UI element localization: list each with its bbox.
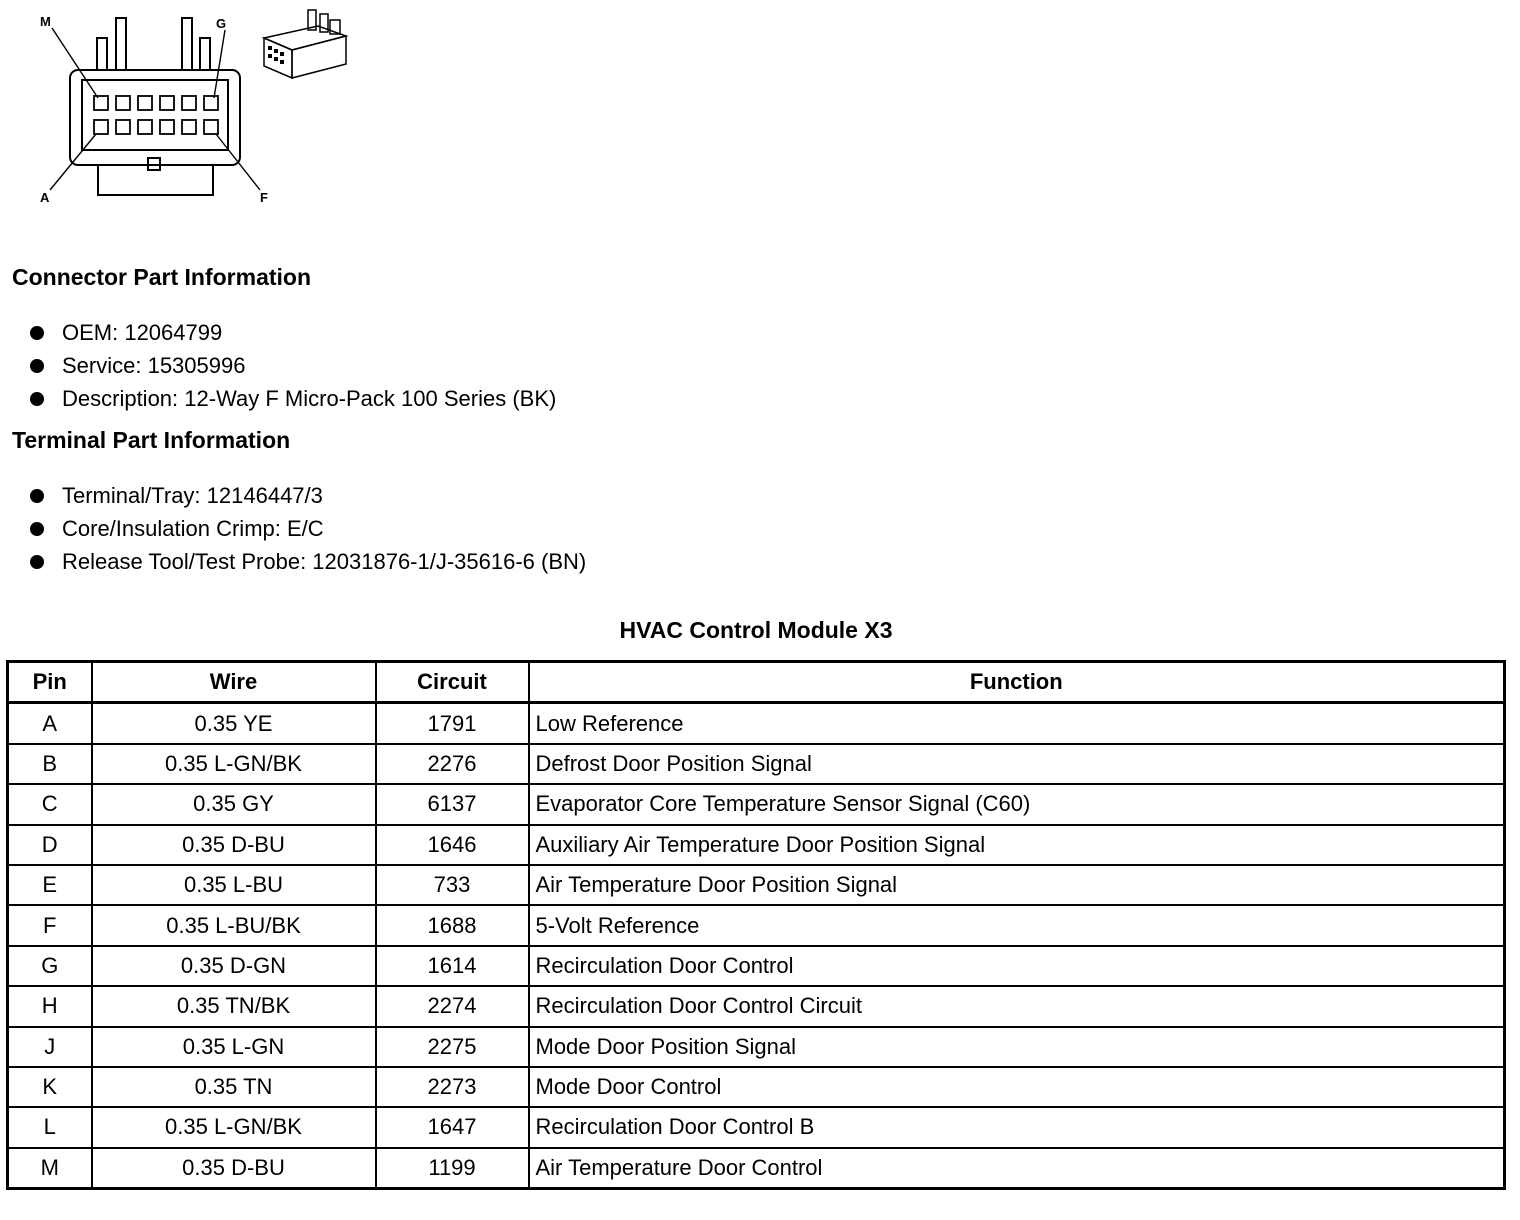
pin-cell: L	[8, 1107, 92, 1147]
pin-cell: H	[8, 986, 92, 1026]
circuit-cell: 2273	[376, 1067, 529, 1107]
table-row	[8, 946, 1505, 986]
table-row	[8, 1148, 1505, 1189]
list-item	[30, 349, 556, 382]
circuit-cell: 2275	[376, 1027, 529, 1067]
terminal-crimp: Core/Insulation Crimp: E/C	[62, 516, 324, 541]
table-row	[8, 1067, 1505, 1107]
function-cell: Recirculation Door Control	[529, 946, 1505, 986]
table-row	[8, 744, 1505, 784]
terminal-part-info-heading: Terminal Part Information	[12, 427, 291, 453]
wire-cell: 0.35 YE	[92, 703, 376, 744]
pin-label-m: M	[40, 14, 51, 29]
table-row	[8, 825, 1505, 865]
bullet-icon	[30, 522, 44, 536]
connector-description: Description: 12-Way F Micro-Pack 100 Series (BK)	[62, 386, 557, 411]
pin-cell: K	[8, 1067, 92, 1107]
list-item	[30, 316, 556, 349]
circuit-cell: 1614	[376, 946, 529, 986]
circuit-cell: 2276	[376, 744, 529, 784]
pin-cell: M	[8, 1148, 92, 1189]
wire-cell: 0.35 D-BU	[92, 825, 376, 865]
wire-cell: 0.35 D-GN	[92, 946, 376, 986]
pin-cell: J	[8, 1027, 92, 1067]
function-cell: Recirculation Door Control B	[529, 1107, 1505, 1147]
terminal-part-info-list	[30, 479, 586, 578]
function-cell: Air Temperature Door Position Signal	[529, 865, 1505, 905]
wire-cell: 0.35 TN	[92, 1067, 376, 1107]
table-body	[8, 703, 1505, 1189]
bullet-icon	[30, 555, 44, 569]
pin-cell: E	[8, 865, 92, 905]
wire-cell: 0.35 L-BU	[92, 865, 376, 905]
table-row	[8, 1027, 1505, 1067]
pin-cell: C	[8, 784, 92, 824]
connector-part-info-list	[30, 316, 556, 415]
bullet-icon	[30, 489, 44, 503]
circuit-cell: 733	[376, 865, 529, 905]
table-header-row	[8, 662, 1505, 703]
table-row	[8, 986, 1505, 1026]
header-pin: Pin	[8, 662, 92, 703]
pin-cavities	[94, 96, 218, 134]
header-function: Function	[529, 662, 1505, 703]
pin-cell: A	[8, 703, 92, 744]
pin-cell: F	[8, 905, 92, 945]
connector-part-info-heading: Connector Part Information	[12, 264, 312, 290]
circuit-cell: 1688	[376, 905, 529, 945]
list-item	[30, 512, 586, 545]
wire-cell: 0.35 L-BU/BK	[92, 905, 376, 945]
pin-label-g: G	[216, 16, 227, 31]
function-cell: 5-Volt Reference	[529, 905, 1505, 945]
table-row	[8, 784, 1505, 824]
function-cell: Recirculation Door Control Circuit	[529, 986, 1505, 1026]
terminal-release-tool: Release Tool/Test Probe: 12031876-1/J-35616-6 (BN)	[62, 549, 587, 574]
function-cell: Mode Door Control	[529, 1067, 1505, 1107]
wire-cell: 0.35 D-BU	[92, 1148, 376, 1189]
wire-cell: 0.35 L-GN/BK	[92, 1107, 376, 1147]
table-row	[8, 1107, 1505, 1147]
list-item	[30, 382, 556, 415]
pin-label-a: A	[40, 190, 50, 205]
connector-oem: OEM: 12064799	[62, 320, 223, 345]
function-cell: Air Temperature Door Control	[529, 1148, 1505, 1189]
pin-cell: D	[8, 825, 92, 865]
table-row	[8, 703, 1505, 744]
function-cell: Low Reference	[529, 703, 1505, 744]
connector-face-diagram	[30, 8, 280, 213]
circuit-cell: 6137	[376, 784, 529, 824]
wire-cell: 0.35 L-GN	[92, 1027, 376, 1067]
list-item	[30, 545, 586, 578]
table-row	[8, 905, 1505, 945]
table-title: HVAC Control Module X3	[619, 617, 893, 643]
circuit-cell: 2274	[376, 986, 529, 1026]
wire-cell: 0.35 TN/BK	[92, 986, 376, 1026]
connector-face-drawing	[30, 8, 280, 213]
function-cell: Defrost Door Position Signal	[529, 744, 1505, 784]
pinout-table	[6, 660, 1506, 1190]
list-item	[30, 479, 586, 512]
circuit-cell: 1199	[376, 1148, 529, 1189]
header-circuit: Circuit	[376, 662, 529, 703]
table-row	[8, 865, 1505, 905]
circuit-cell: 1647	[376, 1107, 529, 1147]
bullet-icon	[30, 359, 44, 373]
bullet-icon	[30, 326, 44, 340]
pin-cell: G	[8, 946, 92, 986]
function-cell: Evaporator Core Temperature Sensor Signal (C60)	[529, 784, 1505, 824]
header-wire: Wire	[92, 662, 376, 703]
pin-label-f: F	[260, 190, 268, 205]
bullet-icon	[30, 392, 44, 406]
function-cell: Mode Door Position Signal	[529, 1027, 1505, 1067]
circuit-cell: 1791	[376, 703, 529, 744]
connector-isometric-image	[258, 6, 353, 81]
circuit-cell: 1646	[376, 825, 529, 865]
wire-cell: 0.35 L-GN/BK	[92, 744, 376, 784]
connector-service: Service: 15305996	[62, 353, 246, 378]
function-cell: Auxiliary Air Temperature Door Position Signal	[529, 825, 1505, 865]
pin-cell: B	[8, 744, 92, 784]
connector-isometric-drawing	[258, 6, 353, 81]
wire-cell: 0.35 GY	[92, 784, 376, 824]
terminal-tray: Terminal/Tray: 12146447/3	[62, 483, 323, 508]
